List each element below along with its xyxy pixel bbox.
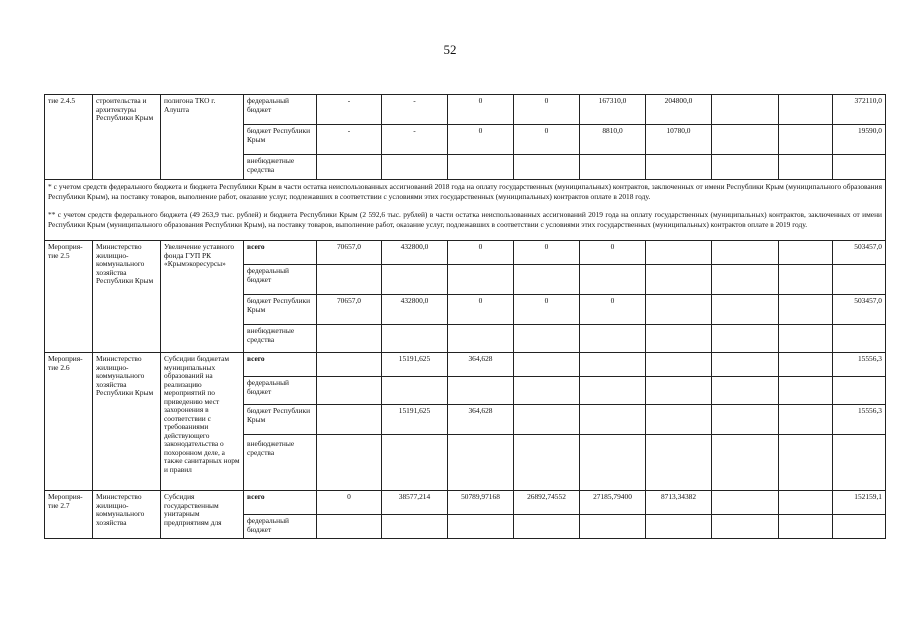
funding-source: внебюджетные средства [244, 435, 317, 491]
value-cell [712, 155, 779, 180]
value-cell [712, 295, 779, 325]
value-cell [779, 125, 833, 155]
value-cell [779, 155, 833, 180]
executor-cell: Министерство жилищно-коммунального хозяйства [93, 491, 161, 539]
value-cell: 0 [580, 241, 646, 265]
value-cell [712, 265, 779, 295]
total-cell: 15556,3 [833, 405, 886, 435]
table-row [45, 95, 886, 125]
value-cell: 364,628 [448, 353, 514, 377]
funding-source [244, 241, 317, 265]
funding-source: федеральный бюджет [244, 95, 317, 125]
value-cell [646, 405, 712, 435]
total-cell [833, 265, 886, 295]
value-cell [779, 405, 833, 435]
page-number: 52 [443, 42, 457, 57]
funding-source: внебюджетные средства [244, 325, 317, 353]
value-cell [514, 155, 580, 180]
value-cell: 364,628 [448, 405, 514, 435]
action-cell: Увеличение уставного фонда ГУП РК «Крымэкоресурсы» [161, 241, 244, 353]
value-cell: 0 [448, 241, 514, 265]
value-cell [382, 325, 448, 353]
value-cell: 0 [448, 125, 514, 155]
value-cell [514, 405, 580, 435]
table-row [45, 353, 886, 377]
budget-table [44, 94, 886, 539]
value-cell [779, 353, 833, 377]
funding-source: федеральный бюджет [244, 515, 317, 539]
action-cell: Субсидия государственным унитарным предприятиям для [161, 491, 244, 539]
value-cell [646, 353, 712, 377]
value-cell [382, 377, 448, 405]
value-cell [646, 241, 712, 265]
value-cell [317, 377, 382, 405]
value-cell [580, 515, 646, 539]
value-cell: 0 [514, 125, 580, 155]
value-cell [646, 265, 712, 295]
measure-id: тие 2.4.5 [45, 95, 93, 180]
total-cell [833, 377, 886, 405]
value-cell [712, 325, 779, 353]
value-cell [646, 435, 712, 491]
total-label: всего [247, 354, 265, 363]
value-cell [317, 405, 382, 435]
value-cell [779, 265, 833, 295]
value-cell: 0 [448, 295, 514, 325]
value-cell: 15191,625 [382, 405, 448, 435]
value-cell [448, 155, 514, 180]
value-cell [514, 265, 580, 295]
total-cell [833, 155, 886, 180]
measure-id: Мероприя-тие 2.6 [45, 353, 93, 491]
value-cell [514, 325, 580, 353]
value-cell [779, 491, 833, 515]
value-cell [317, 353, 382, 377]
value-cell [580, 325, 646, 353]
value-cell [712, 491, 779, 515]
measure-id: Мероприя-тие 2.5 [45, 241, 93, 353]
value-cell [448, 265, 514, 295]
value-cell [317, 325, 382, 353]
value-cell [712, 405, 779, 435]
value-cell [317, 265, 382, 295]
value-cell: 38577,214 [382, 491, 448, 515]
value-cell: - [317, 95, 382, 125]
notes-row [45, 180, 886, 241]
total-cell [833, 435, 886, 491]
action-cell: Субсидии бюджетам муниципальных образований на реализацию мероприятий по приведению мест захоронения в соответствии с требованиями действующего законодательства о похоронном деле, а также санитарных норм и правил [161, 353, 244, 491]
total-cell: 152159,1 [833, 491, 886, 515]
value-cell: 26892,74552 [514, 491, 580, 515]
value-cell: 70657,0 [317, 241, 382, 265]
value-cell [779, 377, 833, 405]
value-cell: 8810,0 [580, 125, 646, 155]
value-cell [514, 435, 580, 491]
value-cell [712, 377, 779, 405]
value-cell [779, 295, 833, 325]
value-cell: 0 [514, 295, 580, 325]
value-cell [646, 295, 712, 325]
value-cell [712, 435, 779, 491]
value-cell: 50789,97168 [448, 491, 514, 515]
value-cell: 167310,0 [580, 95, 646, 125]
funding-source [244, 353, 317, 377]
value-cell [317, 515, 382, 539]
value-cell [580, 155, 646, 180]
value-cell [448, 435, 514, 491]
value-cell: 0 [514, 95, 580, 125]
total-cell [833, 515, 886, 539]
value-cell [779, 515, 833, 539]
value-cell [712, 95, 779, 125]
value-cell: 432800,0 [382, 295, 448, 325]
value-cell: 27185,79400 [580, 491, 646, 515]
value-cell [514, 377, 580, 405]
value-cell [779, 241, 833, 265]
funding-source: бюджет Республики Крым [244, 295, 317, 325]
value-cell [712, 353, 779, 377]
value-cell [646, 325, 712, 353]
total-label: всего [247, 492, 265, 501]
value-cell: - [317, 125, 382, 155]
value-cell [448, 515, 514, 539]
value-cell [448, 325, 514, 353]
executor-cell: строительства и архитектуры Республики Крым [93, 95, 161, 180]
value-cell [779, 325, 833, 353]
funding-source: внебюджетные средства [244, 155, 317, 180]
value-cell: 8713,34382 [646, 491, 712, 515]
value-cell: 432800,0 [382, 241, 448, 265]
value-cell [514, 353, 580, 377]
funding-source: федеральный бюджет [244, 265, 317, 295]
value-cell [779, 95, 833, 125]
funding-source [244, 491, 317, 515]
value-cell [317, 435, 382, 491]
value-cell [712, 515, 779, 539]
value-cell [317, 155, 382, 180]
value-cell [448, 377, 514, 405]
value-cell [646, 155, 712, 180]
value-cell [382, 265, 448, 295]
value-cell [580, 353, 646, 377]
value-cell [580, 377, 646, 405]
value-cell [646, 377, 712, 405]
value-cell [514, 515, 580, 539]
executor-cell: Министерство жилищно-коммунального хозяйства Республики Крым [93, 353, 161, 491]
value-cell [580, 405, 646, 435]
value-cell: 0 [317, 491, 382, 515]
total-cell [833, 325, 886, 353]
executor-cell: Министерство жилищно-коммунального хозяйства Республики Крым [93, 241, 161, 353]
table-row [45, 491, 886, 515]
footnote-1: * с учетом средств федерального бюджета и бюджета Республики Крым в части остатка неиспользованных ассигнований 2018 года на оплату государственных (муниципальных) контрактов, заключенных от имени Республики Крым (муниципального образования Республики Крым), на поставку товаров, выполнение работ, оказание услуг, подлежавших в соответствии с условиями этих государственных (муниципальных) контрактов оплате в 2018 году. [48, 182, 882, 201]
value-cell: 0 [448, 95, 514, 125]
value-cell [646, 515, 712, 539]
measure-id: Мероприя-тие 2.7 [45, 491, 93, 539]
value-cell [580, 265, 646, 295]
value-cell: 204800,0 [646, 95, 712, 125]
value-cell: 15191,625 [382, 353, 448, 377]
value-cell: 0 [580, 295, 646, 325]
value-cell [382, 435, 448, 491]
funding-source: бюджет Республики Крым [244, 405, 317, 435]
total-cell: 372110,0 [833, 95, 886, 125]
value-cell: 10780,0 [646, 125, 712, 155]
funding-source: федеральный бюджет [244, 377, 317, 405]
value-cell [779, 435, 833, 491]
value-cell [382, 155, 448, 180]
total-label: всего [247, 242, 265, 251]
value-cell [712, 125, 779, 155]
funding-source: бюджет Республики Крым [244, 125, 317, 155]
value-cell: 70657,0 [317, 295, 382, 325]
value-cell [580, 435, 646, 491]
value-cell: - [382, 95, 448, 125]
value-cell [382, 515, 448, 539]
action-cell: полигона ТКО г. Алушта [161, 95, 244, 180]
table-row [45, 241, 886, 265]
total-cell: 503457,0 [833, 295, 886, 325]
footnotes [45, 180, 886, 241]
value-cell: - [382, 125, 448, 155]
total-cell: 19590,0 [833, 125, 886, 155]
total-cell: 15556,3 [833, 353, 886, 377]
footnote-2: ** с учетом средств федерального бюджета (49 263,9 тыс. рублей) и бюджета Республики Крым (2 592,6 тыс. рублей) в части остатка неиспользованных ассигнований 2019 года на оплату государственных (муниципальных) контрактов, заключенных от имени Республики Крым (муниципального образования Республики Крым), на поставку товаров, выполнение работ, оказание услуг, подлежавших в соответствии с условиями этих государственных (муниципальных) контрактов оплате в 2019 году. [48, 209, 882, 229]
total-cell: 503457,0 [833, 241, 886, 265]
value-cell: 0 [514, 241, 580, 265]
value-cell [712, 241, 779, 265]
